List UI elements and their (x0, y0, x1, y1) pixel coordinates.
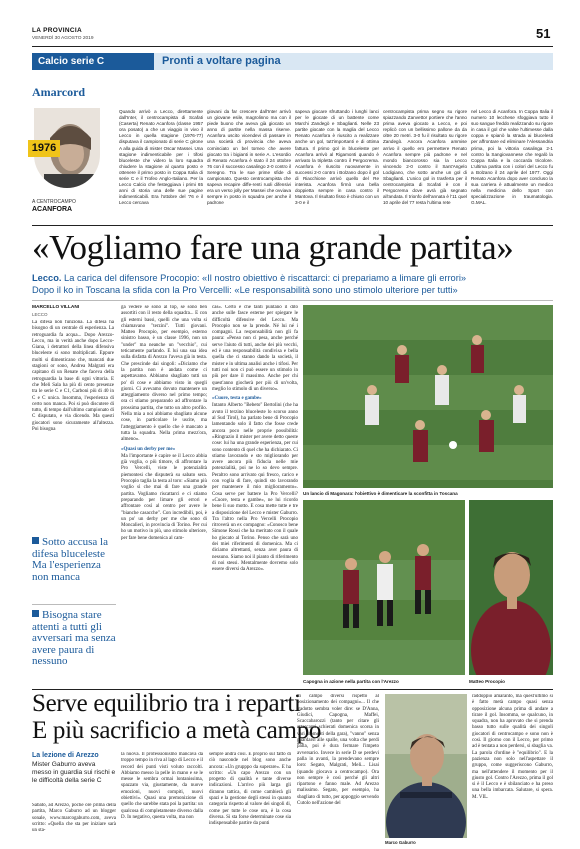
masthead-name: LA PROVINCIA (32, 27, 82, 34)
article1-headline: «Vogliamo fare una grande partita» (32, 228, 514, 267)
article2-headline-1: Serve equilibrio tra i reparti (32, 690, 301, 717)
article1-place: LECCO (32, 312, 48, 317)
photo-action-caption: Capogna in azione nella partita con l'Arezzo (303, 679, 399, 684)
article2-col-2: la nuova. Il professionismo mancava da troppo tempo in riva al lago di Lecco e il record dei punti visti voluto raccolti. Abbiamo messo la pelle in mano e se le messe le sembra ormai lontanissima, spazzato via, giustamente, da nuove emozioni, nuovi compiti, nuovi obiettivi». Quasi una premonizione di quello che sarebbe stata poi la partita: un qualcosa di completamente diverso dalla D. In negativo, questa volta, ma non (121, 752, 203, 820)
pullquote-2 (32, 610, 116, 668)
amarcord-label: Amarcord (32, 85, 86, 99)
article1-deck-1: La carica del difensore Procopio: «Il nostro obiettivo è riscattarci: ci prepariamo a limare gli errori» (64, 273, 467, 283)
article1-col-2 (121, 305, 207, 685)
divider-1 (32, 225, 553, 226)
amarcord-col-1: Quando arrivò a Lecco, direttamente dall'Inter, il centrocampista di Scafati (Caserta) Renato Acanfora (classe 1957 ora posato) a che un viaggio in vivo il Lecco in quella stagione (1976-77) disputava il campionato di serie C girone A alla guida di mister Oscar Massei. Una stagione indimenticabile per i tifosi bluceleste che videro la loro squadra chiudere la stagione al quarto posto e ottenere il primo posto in Coppa Italia di serie C e il Trofeo Anglo-Italiano. Per la Lecco Calcio che festeggiava i primi 65 anni di storia una delle sue pagine indimenticabili. Era l'ottobre del '76 e il Lecco cercava (119, 109, 203, 206)
article2-col-5: raddoppio amaranto, ma quest'ultimo si è fatto metà campo quasi senza opposizione alcuna prima di andare a tirare il gol. Insomma, se qualcuno, in squadra, non ha aprovato che si prenda basso tutto sulle qualità dei singoli giocatori di centrocampo e sono non è così. Il giorno con il Lecco, per primo ad è tentata a non perdersi, si sbaglia va. La parola d'ordine è "equilibrio". E la pazienza non solo nell'aspettare il gruppo, come suggeriscono Gaburro, ma nell'attendere il momento per il giusto gol. Contro l'Arezzo, prima il gol si è il Lecco e è sbilanciato e ha preso una bella imbarcata. Salutare, si spera. M. VIL. (472, 694, 553, 800)
masthead-rule (32, 46, 553, 47)
year-badge-text: 1976 (31, 142, 57, 154)
photo-match-main (303, 305, 553, 488)
article2-col-1: Sabato, ad Arezzo, poche ore prima della partita, Marco Gaburro ad un blogger sonale, www.marcogaburro.com, aveva scritto: «Quella che sta per iniziare sarà un sta- (32, 803, 116, 834)
photo-action-drawing (303, 500, 465, 675)
article1-col-3b-text: Intanto Alberto "Bebeto" Bertolini (che ha avuto il terzino bluceleste lo scorso anno al Sud Tirol), ha parlato bene di Procopio lamentando solo il fatto che fosse crede ancora poco nelle proprie possibilità: «Ringrazio il mister per avere detto queste cose: lui ha una grande esperienza, per cui sono contento di quel che ha dichiarato. Ci stiamo lavorando e sto migliorando per avere ancora più fiducia nelle mie potenzialità, poi ne lo so devo sempre. Peraltro sono arrivato qui fresco, carico e con voglia di fare, quindi sto lavorando per mantenere il mio miglioramento». Cosa serve per battere la Pro Vercelli? «Cuore, testa e gambe», ne lui ricordo bene li suo motto. E cosa mette tutte e tre a disposizione del Lecco e mister Gaburro. (212, 403, 298, 516)
photo-gaburro-caption: Marco Gaburro (385, 840, 416, 845)
article1-deck (32, 272, 562, 296)
amarcord-col-2: giovani da far crescere dall'Inter arrivò un giovane esile, magrolinno ma con il piede buono che aveva già giocato un anno di partite nella massa riserve. Acanfora uscito vicendevi di passare in una società di provincia che aveva cominciato un bel torneo che avere giocato tra i bigianti in serie A. L'esordio di Renato Acanfora è stato il 24 ottobre 76 con il successo casalingo 2-0 contro il Seregno. Tra le sue prime sfide di campionato. Questo centrocampista che sapeva recapire diffe-renti ruoli difensivi era un verso jolly per Massei che ovviava sempre in posto in squadra per anche il padrone (207, 109, 291, 206)
photo-action (303, 500, 465, 675)
photo-procopio-drawing (469, 500, 553, 675)
article1-col-2b-text: Ma l'importante è capire se il Lecco abbia già voglia, o più timore, di affrontare la Pro Vercelli, viste le potenzialità piemontesi che disputerà su sabato sera. Procopio taglia la testa al toro: «Siamo più voglio sì che mai di fare una grande partita. Vogliamo riscattarci e ci stiamo preparando per limare gli errori e affrontare così al centro per avere le "bianche casacche". Con incredibili, poi, è un po' un derby per me che sono di Moncalieri, in provincia di Torino. Per cui ho un motivo in più, uno stimolo ulteriore, per fare bene domenica al cam- (121, 453, 207, 541)
pullquote-1 (32, 537, 116, 583)
article1-col-3 (212, 305, 298, 685)
divider-pull (32, 604, 116, 605)
article1-subhead-1: «Quasi un derby per me» (121, 446, 176, 452)
pullquote-2-square (32, 610, 39, 617)
article1-byline: MARCELLO VILLANI (32, 305, 80, 310)
photo-gaburro (385, 694, 467, 838)
amarcord-col-4: centrocampista prima segno su rigore spiazzando Zanvettor portiere che l'anno prima aveva giocato a Lecco, e poi replicò con un bellissimo pallone da da oltre 20 metri. 3-0 fu il risultato su rigore Zandegò. Ancora Acanfora ammise arrivo il quello ero permettere Renato Acanfora sempre più padrone e nel mondo biancorosso sia la Lecco vincendo 2-0 contro il Sant'Angelo Lodigiano, che sotto anche un gol di Sbaglianti. L'unico gol in trasferta per il centrocampista di Scafati è con il Pergocrema dove avrà già segnato all'andata. Il trionfo dell'annata è l'11 quel 10 aprile del 77 resta l'ultima rete (383, 109, 467, 206)
divider-2 (32, 300, 553, 301)
section-bar (32, 53, 553, 70)
amarcord-caption-2: ACANFORA (32, 206, 73, 213)
article1-col-3-text: cas». Certo è che tanti puntano il dito anche sulle fasce esterne per spiegare le difficoltà difensive del Lecco. Ma Procopio non se la prende. Né lui né i compagni. La responsabilità non gli fa paura: «Penso non ci pesa, anche perché serve l'aiuto di tutti, anche dei più vecchi, ed è una responsabilità condivisa e bella quella che ci stanno dando la società, il mister e in ultima analisi anche i tifosi. Per tutti noi non ci può essere un stimolo in più per dare il massimo. Anche per chi quest'anno giocherà per più di un'volta, meglio lo stimolo di un diverso». (212, 305, 298, 392)
article1-col-2-text: ga vedere se sono al top, se sono ben assortiti con il resto della squadra... E con gli esterni bassi, quelli che una volta si chiamavano "terzini". Tutti giovani. Matteo Procopio, per esempio, esterno sinistro basso, è un classe 1996, non un "under" ma neanche un "vecchio", cui teticamente parlando. E lui una sua idea sulla disfatta di Arezzo l'aveva già in testa. Che prescinde dai singoli: «Diciamo che la partita non è andata come ci aspettavamo. Abbiamo sbagliato tutti un po' di cose e abbiamo visto in quegli giorni. Ci avevamo dovuto mantenere un atteggiamento diverso nel primo tempo; ora ci stiamo preparando ad affrontare la prossima partita, che tutto un altro profilo. Nella mia a noi abbiamo sbagliato alcune cose, in particolare le uscite, ma l'atteggiamento è quello che è mancato a tutta la squadra. Nella prima mezz'ora, almeno». (121, 305, 207, 443)
amarcord-caption-1: A CENTROCAMPO (32, 199, 76, 205)
article2-col-4: di campo diversi rispetto al posizionamento dei compagni»... Il che tradotto sembra voler dire: se D'Anna, Giudici, Capogna, Maffei, Scaccabarozzi (tanto per citare gli attaccanti schierati domenica scorsa in vari momenti della gara), "vanno" senza guardarsi alle spalle, una volta che perdi palla, poi è dura fermare l'impeto avversario. Invece in serie D se perdevi palla in avanti, la prendevano sempre loro: Segato, Malgrati, Meli... Lisai (quando giocava a centrocampo). Ora non sempre è così perché gli altri ripartono e fanno male. Ad Arezzo malissimo. Segato, per esempio, ha sbagliato di tutto, per appoggio servendo Cutolo nell'azione del (297, 694, 379, 807)
amarcord-col-3: sapeva giocare sfruttando i lunghi lanci per le giocate di un battente come Marchi Zandegò e Sbaglianti. Nelle 23 partite giocate con la maglia del Lecco Renato Acanfora è riuscito a realizzare anche un gol, tutt'importanti e di ottima fattura. Il primo gol in bluceleste per Acanfora arrivò al Rigamonti quando è arrivato la tripletta contro il Pergocrema. Acanfora è riuscito nuovamente in successi 2-0 contro i Bolzano dopo il gol di Riacchione arrivò quello del Re interista. Acanfora firmò una bella doppietta sempre in casa contro il Mantova. Il risultato fisso è chiuso con un 3-0 e il (295, 109, 379, 206)
article2-headline-2: E più sacrificio a metà campo (32, 717, 322, 744)
photo-procopio-caption: Matteo Procopio (469, 679, 505, 684)
article1-kicker: Lecco. (32, 273, 62, 283)
article2-col-3: sempre andrà così. E proprio sul fatto di ciò nasconde nel blog sono anche ancora: «Un grupppo da superare». E ha scritto: «Un capo Arezzo con un progetto di qualità e tante diverse indicazioni. L'arrivo più larga gli diranno tattica, di come cambierà gli spazi e la gestione degli stessi in quanto categoria rispetto al valore dei singoli di, come per tutte le cose ora, è la cosa diversa. Si sta forse determinate cose sia indispensabile partire da punti (209, 752, 291, 827)
photo-match-main-drawing (303, 305, 553, 488)
photo-gaburro-drawing (385, 694, 467, 838)
article2-side-kicker: La lezione di Arezzo (32, 752, 99, 759)
pullquote-1-square (32, 537, 39, 544)
article1-col-1: La difesa non funziona. La difesa ha bisogno di un centrale di esperienza. La retroguardia fa acqua... Dopo Arezzo-Lecco, ma in verità anche dopo Lecco-Giana, i detrattori della linea difensiva bluceleste si sono moltiplicati. Eppure molti si dimenticano che, mancati due stagioni or sono, Andrea Malgrati era capitano di un Renate che faceva della retroguardia la base di ogni vittoria. E che Meli Sala ha più di cento presenze tra le serie C e C1, Carboni più di 40 in C e C unica. Insomma, l'esperienza di certo non manca. Poi si può discutere di tutto, di tempo dall'ultimo campionato di C disputato, e via dicendo. Ma questi giocatori sono sicuramente all'altezza. Poi bisogna (32, 320, 114, 433)
year-badge (28, 140, 60, 157)
article2-side-text: Mister Gaburro aveva messo in guardia sui rischi e le difficoltà della serie C (32, 761, 116, 784)
section-title: Pronti a voltare pagina (162, 55, 281, 67)
section-label: Calcio serie C (32, 53, 154, 70)
article1-deck-2: Dopo il ko in Toscana la sfida con la Pro Vercelli: «Le responsabilità sono uno stimolo ulteriore per tutti» (32, 285, 458, 295)
page-number: 51 (536, 26, 551, 41)
pullquote-2-text: Bisogna stare attenti a tutti gli avversari ma senza avere paura di nessuno (32, 609, 116, 667)
article1-col-3c-text: Tra l'altro nella Pro Vercelli Procopio ritroverà un ex compagno: «Conosco bene Simone Rossi che ha meritato con il quale ho giocato al Torino. Penso che sarà uno dei miei riferimenti di domenica. Ma ci diciamo altrettanti, senza aver paura di nessuno. Siamo noi il pianto di riferimento di noi stessi. Mentalmente dovremo solo essere diversi da Arezzo». (212, 516, 298, 573)
photo-procopio (469, 500, 553, 675)
amarcord-col-5: nel Lecco di Acanfora. In Coppa Italia il numero 10 lecchese sfoggiava tutto il suo sangue freddo realizzando su rigore in casa il gol che valse l'ultimesse dalla coppa e spianò la strada ai blucelesti per affrontare ed eliminare l'Alessandria prima, poi la vittoria casalinga 2-1 contro la Sangiovannese che regalò la Coppa Italia e la coccarda tricolore. L'ultima partita con i colori del Lecco fu a Bolzano il 24 aprile del 1977. Oggi Renato Acanfora dopo aver concluso la sua carriera è attualmente un medico nella medicina dello Sport con specializzazione in traumatologia. G.MAL. (471, 109, 553, 206)
photo-main-caption: Un lancio di Magonara: l'obiettivo è dimenticare la sconfitta in Toscana (303, 491, 458, 496)
article1-subhead-2: «Cuore, testa e gambe» (212, 396, 262, 402)
masthead-date: VENERDÌ 30 AGOSTO 2019 (32, 36, 94, 41)
pullquote-1-text: Sotto accusa la difesa bluceleste Ma l'esperienza non manca (32, 536, 108, 583)
